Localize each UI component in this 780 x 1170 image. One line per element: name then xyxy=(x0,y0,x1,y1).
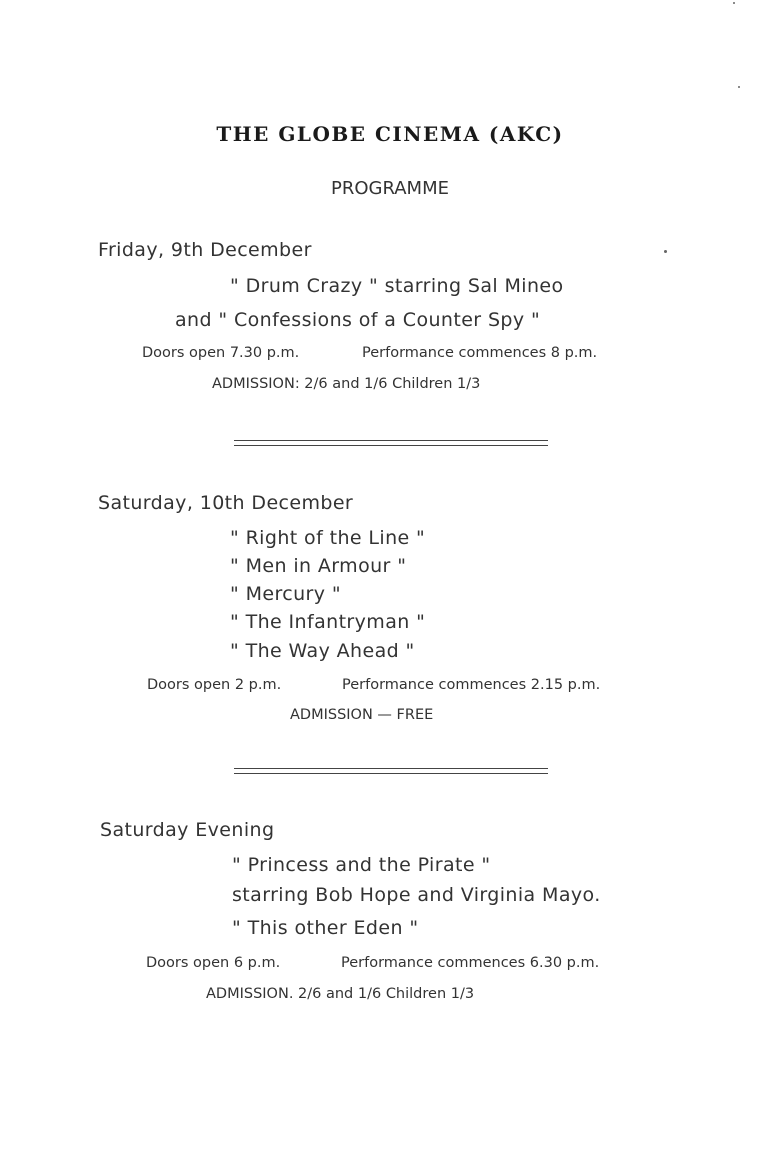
divider-line xyxy=(234,440,548,441)
film-line: " The Infantryman " xyxy=(230,611,426,633)
film-line: and " Confessions of a Counter Spy " xyxy=(175,309,541,331)
film-line: " Right of the Line " xyxy=(230,527,426,549)
page-subtitle: PROGRAMME xyxy=(330,178,449,199)
performance-time-text: Performance commences 6.30 p.m. xyxy=(341,955,600,971)
page-title: THE GLOBE CINEMA (AKC) xyxy=(216,122,564,146)
print-speck xyxy=(733,2,735,4)
performance-time-text: Performance commences 8 p.m. xyxy=(362,345,598,361)
section-heading-saturday: Saturday, 10th December xyxy=(98,492,354,514)
admission-text: ADMISSION. 2/6 and 1/6 Children 1/3 xyxy=(206,986,475,1002)
divider-line xyxy=(234,445,548,446)
section-heading-friday: Friday, 9th December xyxy=(98,239,312,261)
section-heading-saturday-evening: Saturday Evening xyxy=(100,819,275,841)
divider-line xyxy=(234,773,548,774)
divider-line xyxy=(234,768,548,769)
film-line: " Men in Armour " xyxy=(230,555,407,577)
doors-open-text: Doors open 7.30 p.m. xyxy=(142,345,300,361)
print-speck xyxy=(738,86,740,88)
film-line: " The Way Ahead " xyxy=(230,640,415,662)
performance-time-text: Performance commences 2.15 p.m. xyxy=(342,677,601,693)
film-line: " Princess and the Pirate " xyxy=(232,854,491,876)
doors-open-text: Doors open 6 p.m. xyxy=(146,955,281,971)
film-line: " Drum Crazy " starring Sal Mineo xyxy=(230,275,564,297)
doors-open-text: Doors open 2 p.m. xyxy=(147,677,282,693)
film-line: " This other Eden " xyxy=(232,917,419,939)
admission-text: ADMISSION: 2/6 and 1/6 Children 1/3 xyxy=(212,376,481,392)
print-speck xyxy=(664,250,667,253)
film-line: starring Bob Hope and Virginia Mayo. xyxy=(232,884,601,906)
admission-text: ADMISSION — FREE xyxy=(290,707,434,723)
film-line: " Mercury " xyxy=(230,583,341,605)
